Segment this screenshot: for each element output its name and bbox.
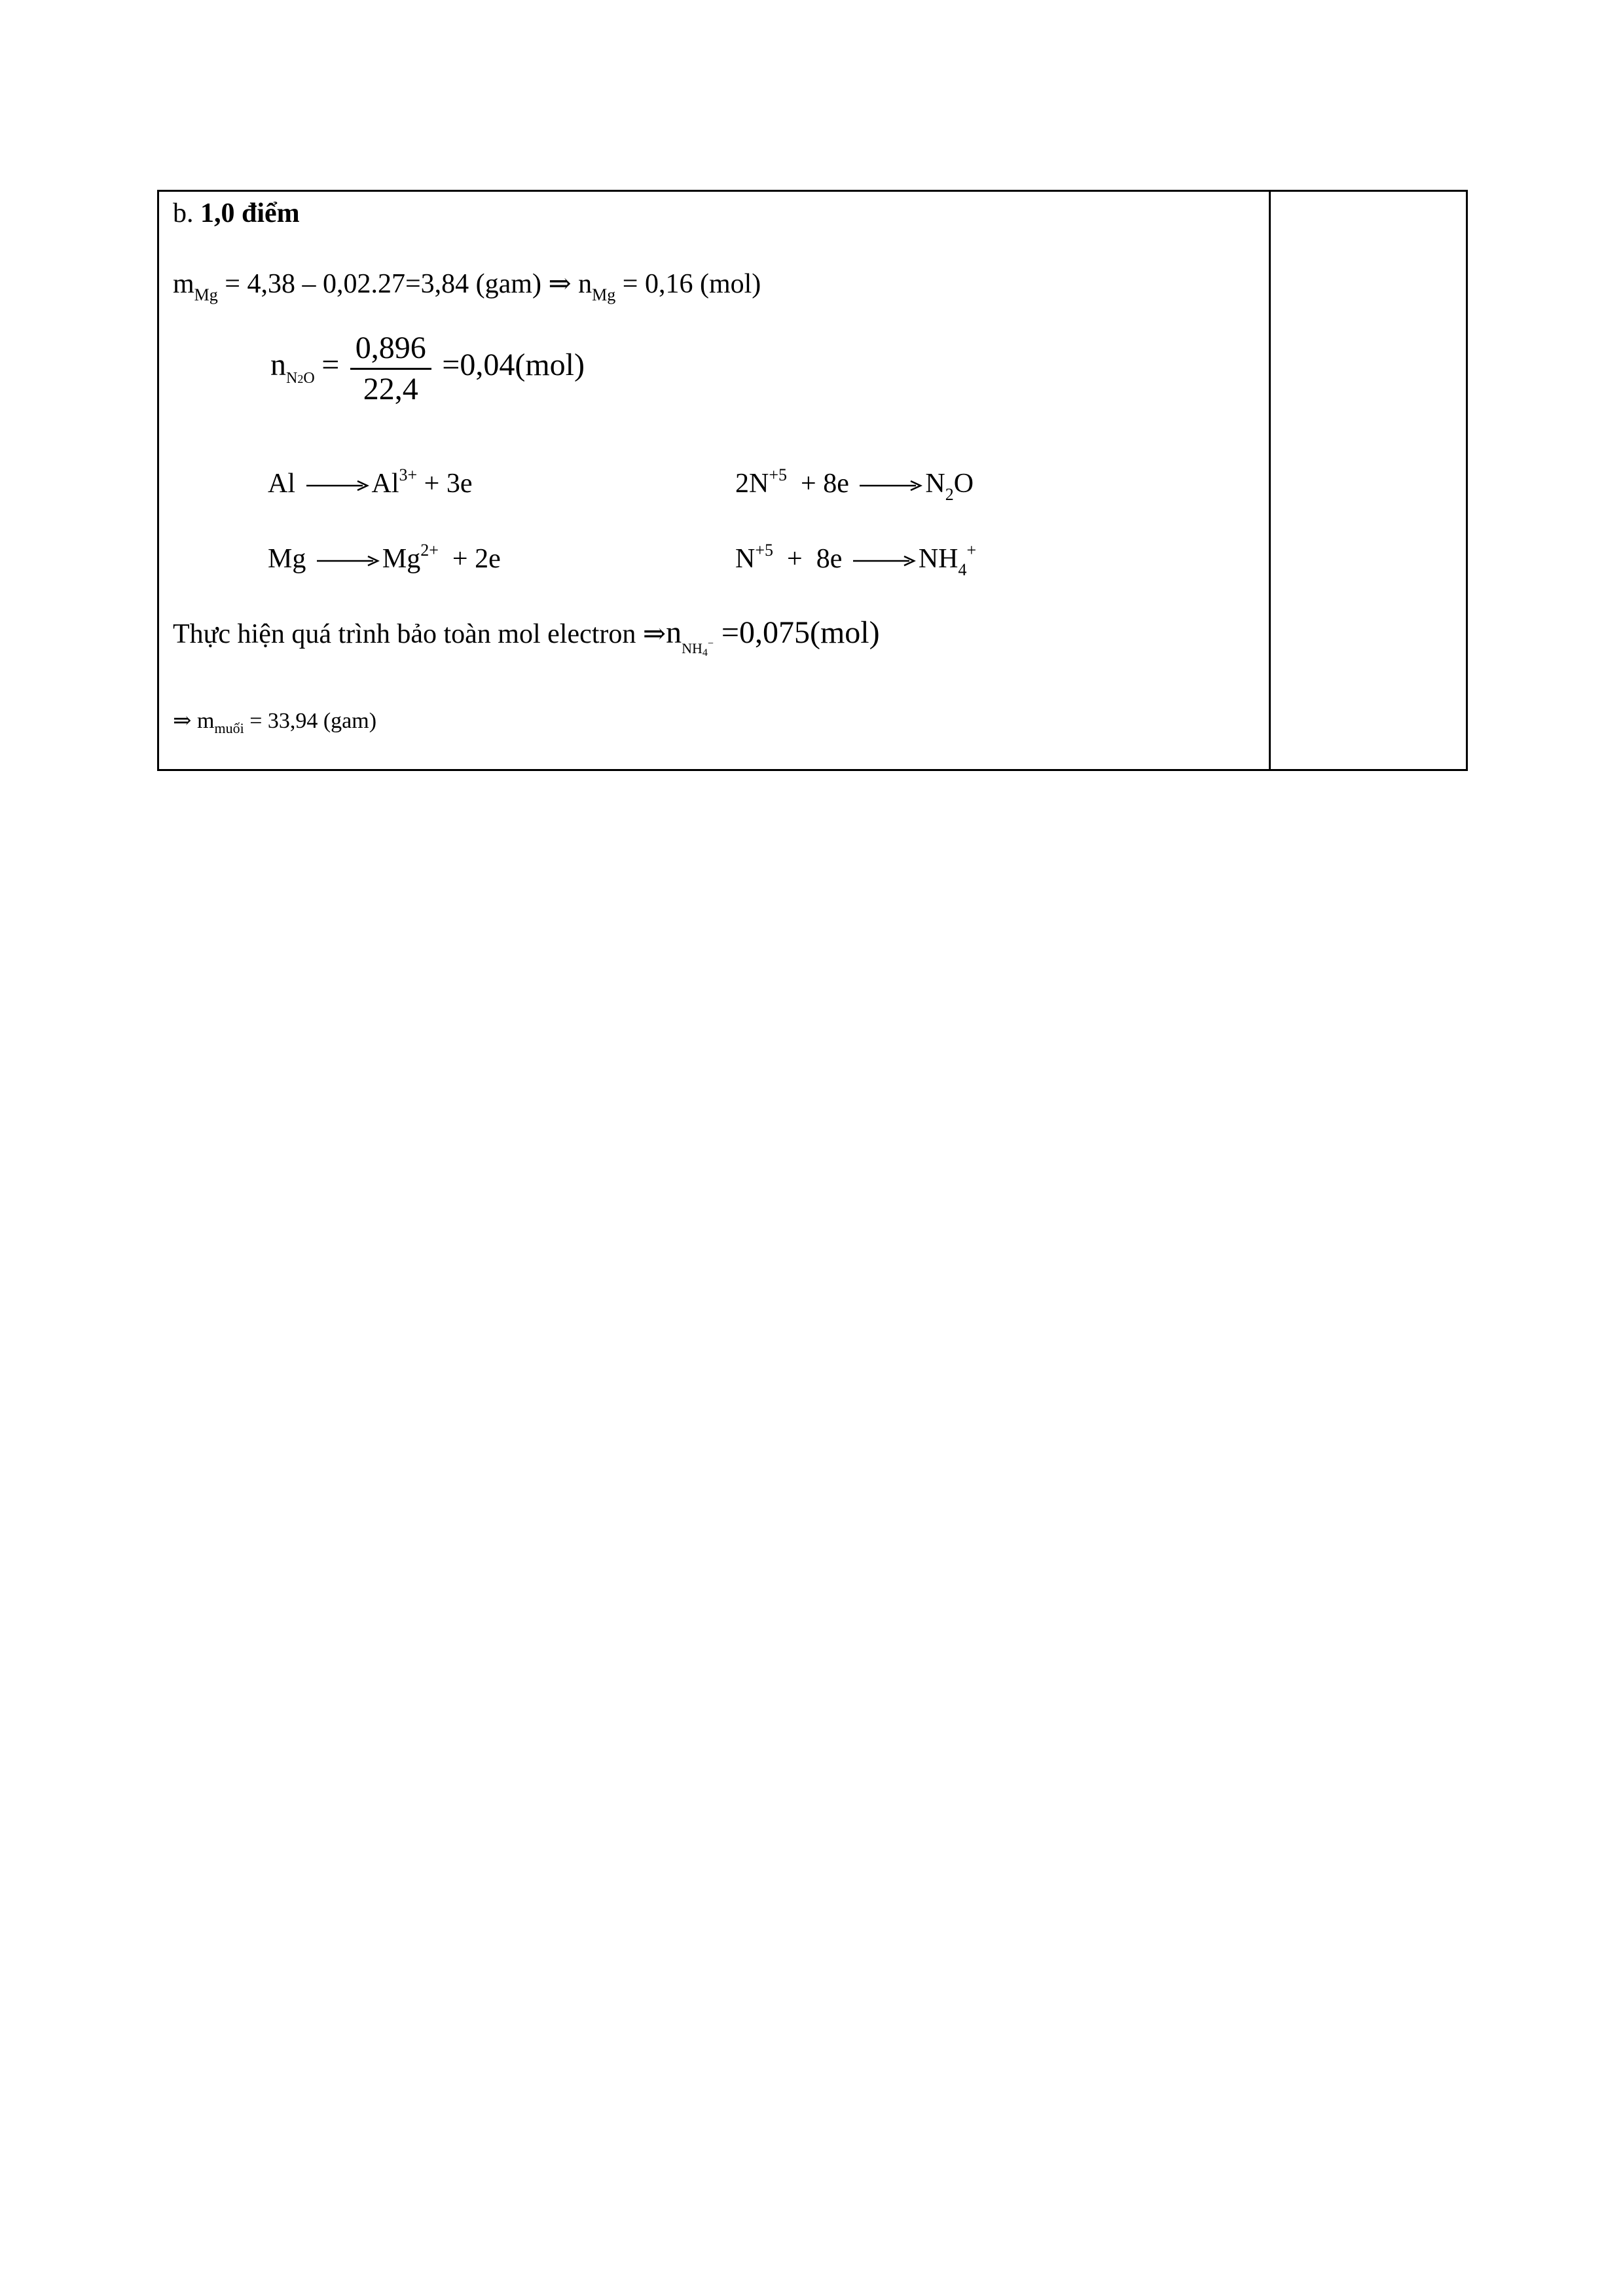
implies-symbol: ⇒ [548,269,572,299]
electrons-term: + 8e [773,544,843,574]
reaction-al [268,465,473,499]
product-subscript: 4 [958,560,967,579]
n-subscript: Mg [592,285,616,304]
reactant-n: N [735,544,756,574]
product-subscript: 2 [945,485,954,504]
n2o-sub-2: 2 [297,372,304,386]
electrons-term: + 2e [438,544,501,574]
fraction [350,332,431,405]
product-mg: Mg [382,544,421,574]
product-nh: NH [918,544,958,574]
m-subscript: Mg [194,285,218,304]
right-arrow-icon [858,479,922,492]
part-heading [173,200,300,227]
nh4-sub-charge: − [707,638,714,649]
right-arrow-icon [852,554,916,567]
conservation-text: Thực hiện quá trình bảo toàn mol electron [173,619,643,649]
m-subscript: muối [214,720,244,736]
mol-result: = 0,16 (mol) [615,269,761,299]
m-symbol: m [173,269,194,299]
product-n: N [925,469,945,499]
fraction-denominator: 22,4 [363,372,418,406]
electrons-term: + 3e [417,469,473,499]
product-o: O [953,469,974,499]
product-charge: 3+ [399,465,418,484]
m-symbol: m [191,709,215,733]
final-mass-line [173,709,377,736]
answer-table [157,190,1468,771]
product-al: Al [371,469,399,499]
final-result: = 33,94 (gam) [244,709,377,733]
n2o-equation [270,332,585,405]
nh4-sub-nh: NH [682,640,702,656]
reactant-mg: Mg [268,544,306,574]
reaction-mg [268,541,501,574]
implies-symbol: ⇒ [642,619,666,649]
n-symbol: n [666,615,682,650]
nh4-result: =0,075(mol) [713,615,880,650]
equals-sign: = [321,348,340,383]
product-charge: + [966,541,977,560]
fraction-numerator: 0,896 [355,331,426,365]
column-divider [1269,192,1271,769]
implies-symbol: ⇒ [173,709,192,733]
reactant-oxidation-state: +5 [755,541,774,560]
electrons-term: + 8e [787,469,849,499]
n-symbol: n [270,348,286,383]
part-label: b. [173,198,194,228]
reactant-n: 2N [735,469,769,499]
n-symbol: n [571,269,593,299]
fraction-bar [350,368,431,370]
electron-conservation-line [173,615,880,658]
n2o-sub-n: N [286,370,298,387]
nh4-sub-4: 4 [702,647,708,658]
right-arrow-icon [305,479,369,492]
reactant-oxidation-state: +5 [769,465,788,484]
reactant-al: Al [268,469,295,499]
reaction-nh4 [735,541,977,579]
product-charge: 2+ [420,541,439,560]
mass-mg-line [173,269,761,304]
reaction-n2o [735,465,974,504]
n2o-sub-o: O [303,370,315,387]
n2o-result: =0,04(mol) [442,348,585,383]
mass-expression: = 4,38 – 0,02.27=3,84 (gam) [217,269,549,299]
part-points: 1,0 điểm [200,198,300,228]
right-arrow-icon [316,554,380,567]
